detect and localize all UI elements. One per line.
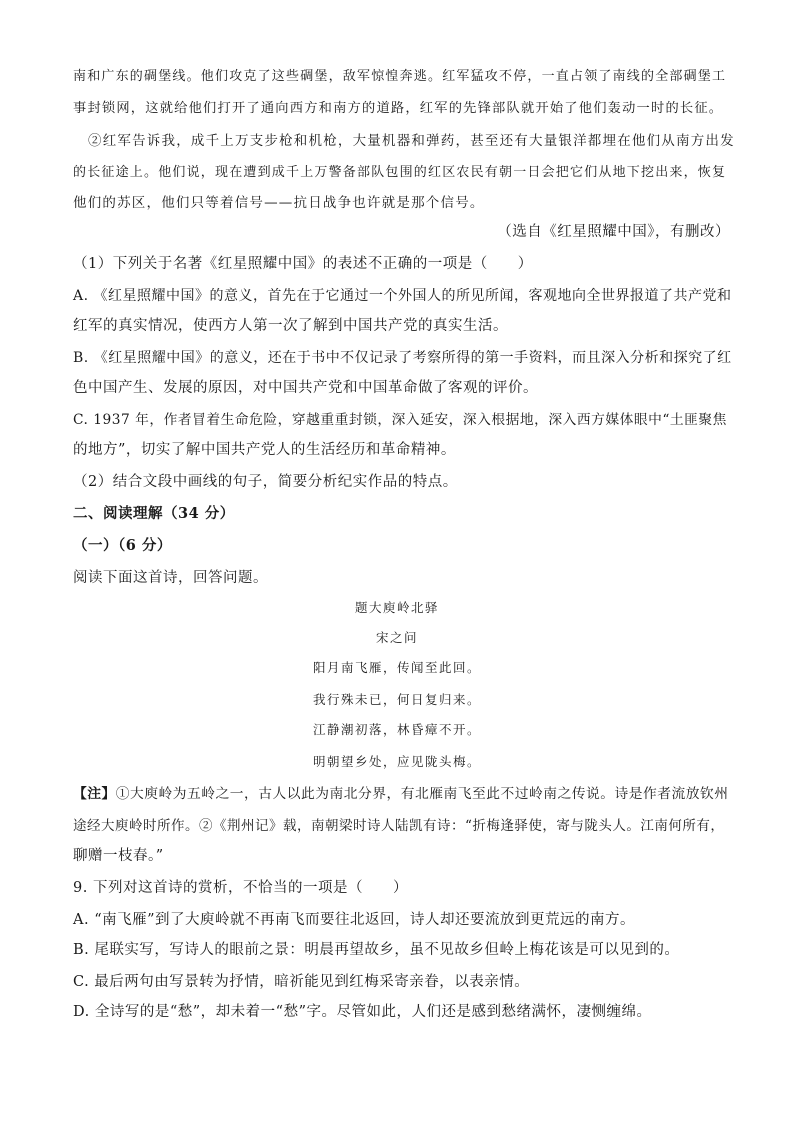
- note-line-1-text: ①大庾岭为五岭之一，古人以此为南北分界，有北雁南飞至此不过岭南之传说。诗是作者流放钦州: [115, 786, 729, 802]
- passage-line-4: 的长征途上。他们说，现在遭到成千上万警备部队包围的红区农民有朝一日会把它们从地下挖出来，恢复: [73, 165, 727, 180]
- section-intro: 阅读下面这首诗，回答问题。: [73, 570, 268, 586]
- passage-line-2: 事封锁网，这就给他们打开了通向西方和南方的道路，红军的先锋部队就开始了他们轰动一时的长征。: [73, 101, 724, 116]
- question-1-option-c-line-1: C. 1937 年，作者冒着生命危险，穿越重重封锁，深入延安，深入根据地，深入西方媒体眼中“土匪聚焦: [73, 412, 727, 428]
- question-1-option-b-line-2: 色中国产生、发展的原因，对中国共产党和中国革命做了客观的评价。: [73, 380, 538, 396]
- question-9-stem: 9. 下列对这首诗的赏析，不恰当的一项是（ ）: [73, 880, 408, 896]
- poem-line-4: 明朝望乡处，应见陇头梅。: [312, 754, 481, 769]
- section-title: 二、阅读理解（34 分）: [73, 505, 235, 522]
- question-1-stem: （1）下列关于名著《红星照耀中国》的表述不正确的一项是（ ）: [73, 256, 533, 272]
- poem-line-1: 阳月南飞雁，传闻至此回。: [312, 660, 481, 675]
- question-9-option-c: C. 最后两句由写景转为抒情，暗祈能见到红梅采寄亲眷，以表亲情。: [73, 974, 530, 990]
- question-1-option-b-line-1: B. 《红星照耀中国》的意义，还在于书中不仅记录了考察所得的第一手资料，而且深入分析和探究了红: [73, 350, 732, 366]
- passage-line-1: 南和广东的碉堡线。他们攻克了这些碉堡，敌军惊惶奔逃。红军猛攻不停，一直占领了南线的全部碉堡工: [73, 69, 727, 84]
- question-1-option-a-line-1: A. 《红星照耀中国》的意义，首先在于它通过一个外国人的所见所闻，客观地向全世界报道了共产党和: [73, 288, 732, 304]
- poem-line-2: 我行殊未已，何日复归来。: [312, 692, 481, 707]
- poem-title: 题大庾岭北驿: [354, 600, 439, 615]
- section-part-title: （一）（6 分）: [73, 537, 172, 554]
- poem-author: 宋之问: [375, 630, 418, 645]
- passage-source: （选自《红星照耀中国》，有删改）: [497, 224, 730, 240]
- note-line-3: 聊赠一枝春。”: [73, 848, 164, 864]
- question-9-option-b: B. 尾联实写，写诗人的眼前之景：明晨再望故乡，虽不见故乡但岭上梅花该是可以见到的。: [73, 942, 680, 958]
- question-1-option-c-line-2: 的地方”，切实了解中国共产党人的生活经历和革命精神。: [73, 442, 456, 458]
- note-line-2: 途经大庾岭时所作。②《荆州记》载，南朝梁时诗人陆凯有诗：“折梅逢驿使，寄与陇头人。江南何所有，: [73, 818, 725, 834]
- question-1-option-a-line-2: 红军的真实情况，使西方人第一次了解到中国共产党的真实生活。: [73, 318, 508, 334]
- note-line-1: [73, 784, 733, 804]
- question-9-option-a: A. “南飞雁”到了大庾岭就不再南飞而要往北返回，诗人却还要流放到更荒远的南方。: [73, 912, 636, 928]
- passage-line-5: 他们的苏区，他们只等着信号——抗日战争也许就是那个信号。: [73, 195, 485, 211]
- poem-line-3: 江静潮初落，林昏瘴不开。: [312, 722, 481, 737]
- note-label: 【注】: [73, 786, 116, 802]
- question-2-stem: （2）结合文段中画线的句子，简要分析纪实作品的特点。: [73, 474, 458, 490]
- passage-line-3: ②红军告诉我，成千上万支步枪和机枪，大量机器和弹药，甚至还有大量银洋都埋在他们从南方出发: [88, 133, 735, 149]
- question-9-option-d: D. 全诗写的是“愁”，却未着一“愁”字。尽管如此，人们还是感到愁绪满怀，凄恻缠绵。: [73, 1004, 652, 1020]
